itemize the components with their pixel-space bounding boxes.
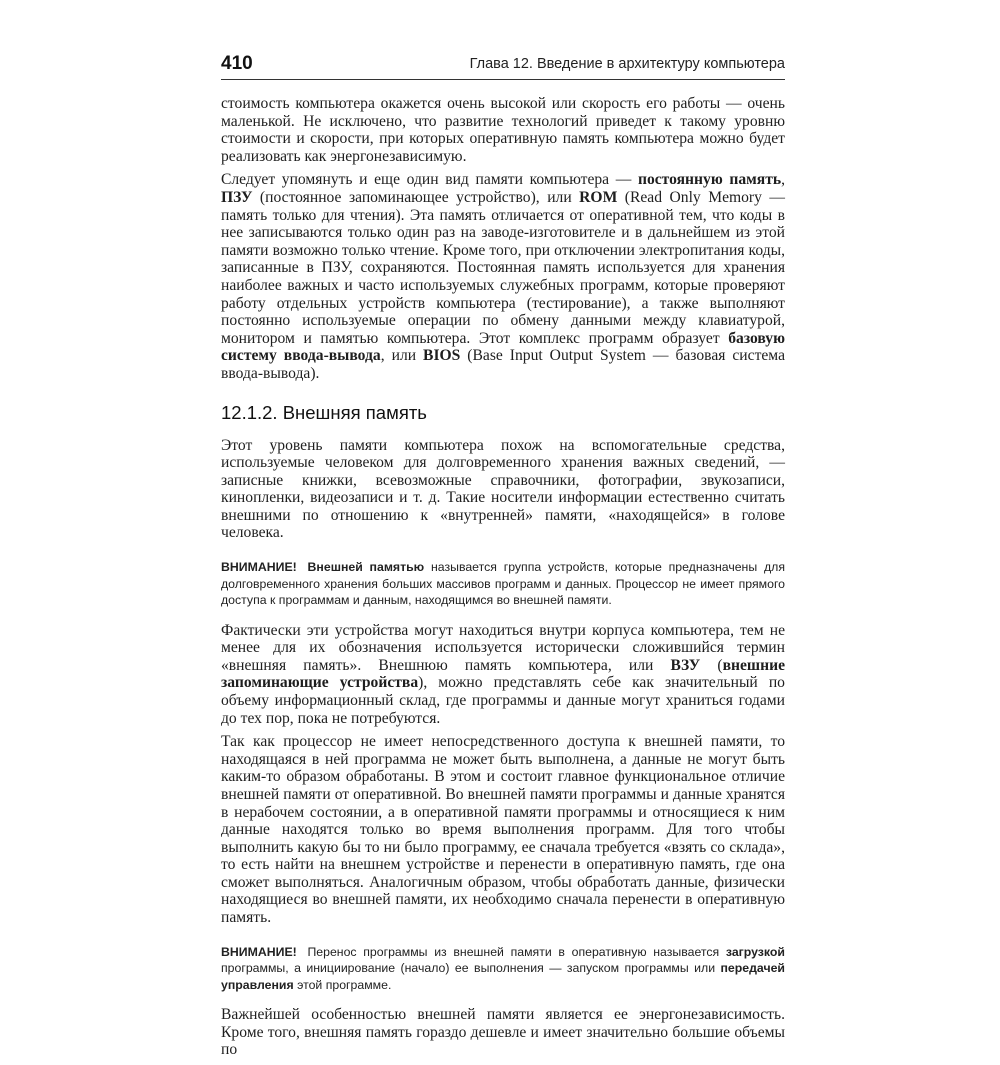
page-header (221, 53, 787, 75)
term-external-memory: Внешней памятью (307, 560, 425, 575)
term-bios: BIOS (423, 347, 461, 365)
page-body (221, 95, 785, 1065)
paragraph-2: Следует упомянуть и еще один вид памяти компьютера — постоянную память, ПЗУ (постоянное запоминающее устройство), или ROM (Read Only Memory — память только для чтения). Эта память отличается от оперативной тем, что коды в нее записываются только один раз на заводе-изготовителе и в дальнейшем из этой памяти возможно только чтение. Кроме того, при отключении электропитания коды, записанные в ПЗУ, сохраняются. Постоянная память используется для хранения наиболее важных и часто используемых служебных программ, которые проверяют работу отдельных устройств компьютера (тестирование), а также выполняют постоянно используемые операции по обмену данными между клавиатурой, монитором и памятью компьютера. Этот комплекс программ образует базовую систему ввода-вывода, или BIOS (Base Input Output System — базовая система ввода-вывода). (221, 171, 786, 382)
paragraph-4: Фактически эти устройства могут находиться внутри корпуса компьютера, тем не менее для их обозначения используется исторически сложившийся термин «внешняя память». Внешнюю память компьютера, или ВЗУ (внешние запоминающие устройства), можно представлять себе как значительный по объему информационный склад, где программы и данные могут храниться годами до тех пор, пока не потребуются. (221, 621, 785, 727)
attention-note-1: ВНИМАНИЕ! Внешней памятью называется группа устройств, которые предназначены для долговременного хранения больших массивов программ и данных. Процессор не имеет прямого доступа к программам и данным, находящимся во внешней памяти. (221, 560, 785, 608)
page-number: 410 (221, 53, 253, 74)
paragraph-3: Этот уровень памяти компьютера похож на вспомогательные средства, используемые человеком для долговременного хранения важных сведений, — записные книжки, всевозможные справочники, фотографии, звукозаписи, кинопленки, видеозаписи и т. д. Такие носители информации естественно считать внешними по отношению к «внутренней» памяти, «находящейся» в голове человека. (221, 436, 785, 542)
section-heading: 12.1.2. Внешняя память (221, 401, 427, 423)
term-external-storage: внешние запоминающие устройства (221, 656, 785, 692)
term-rom-memory: постоянную память (637, 171, 782, 189)
paragraph-5: Так как процессор не имеет непосредственного доступа к внешней памяти, то находящаяся в ней программа не может быть выполнена, а данные не могут быть каким-то образом обработаны. В этом и состоит главное функциональное отличие внешней памяти от оперативной. Во внешней памяти программы и данные хранятся в нерабочем состоянии, а в оперативной памяти программы и относящиеся к ним данные находятся только во время выполнения программ. Для того чтобы выполнить какую бы то ни было программу, ее сначала требуется «взять со склада», то есть найти на внешнем устройстве и перенести в оперативную память, где она сможет выполняться. Аналогичным образом, чтобы обработать данные, физически находящиеся во внешней памяти, их необходимо сначала перенести в оперативную память. (221, 733, 785, 927)
note-label: ВНИМАНИЕ! (221, 944, 297, 959)
term-vzu: ВЗУ (670, 656, 701, 674)
term-pzu: ПЗУ (221, 188, 253, 206)
term-loading: загрузкой (725, 944, 785, 959)
attention-note-2: ВНИМАНИЕ! Перенос программы из внешней памяти в оперативную называется загрузкой программы, а инициирование (начало) ее выполнения — запуском программы или передачей управления этой программе. (221, 944, 785, 992)
paragraph-1: стоимость компьютера окажется очень высокой или скорость его работы — очень маленькой. Не исключено, что развитие технологий приведет к такому уровню стоимости и скорости, при которых оперативную память компьютера можно будет реализовать как энергонезависимую. (221, 95, 785, 165)
running-title: Глава 12. Введение в архитектуру компьютера (469, 56, 785, 72)
term-control-transfer: передачей управления (221, 961, 785, 992)
term-bios-ru: базовую систему ввода-вывода (221, 329, 785, 365)
note-label: ВНИМАНИЕ! (221, 560, 297, 575)
term-rom: ROM (579, 188, 618, 206)
header-rule (221, 79, 785, 80)
paragraph-6: Важнейшей особенностью внешней памяти является ее энергонезависимость. Кроме того, внешняя память гораздо дешевле и имеет значительно большие объемы по (221, 1006, 785, 1059)
